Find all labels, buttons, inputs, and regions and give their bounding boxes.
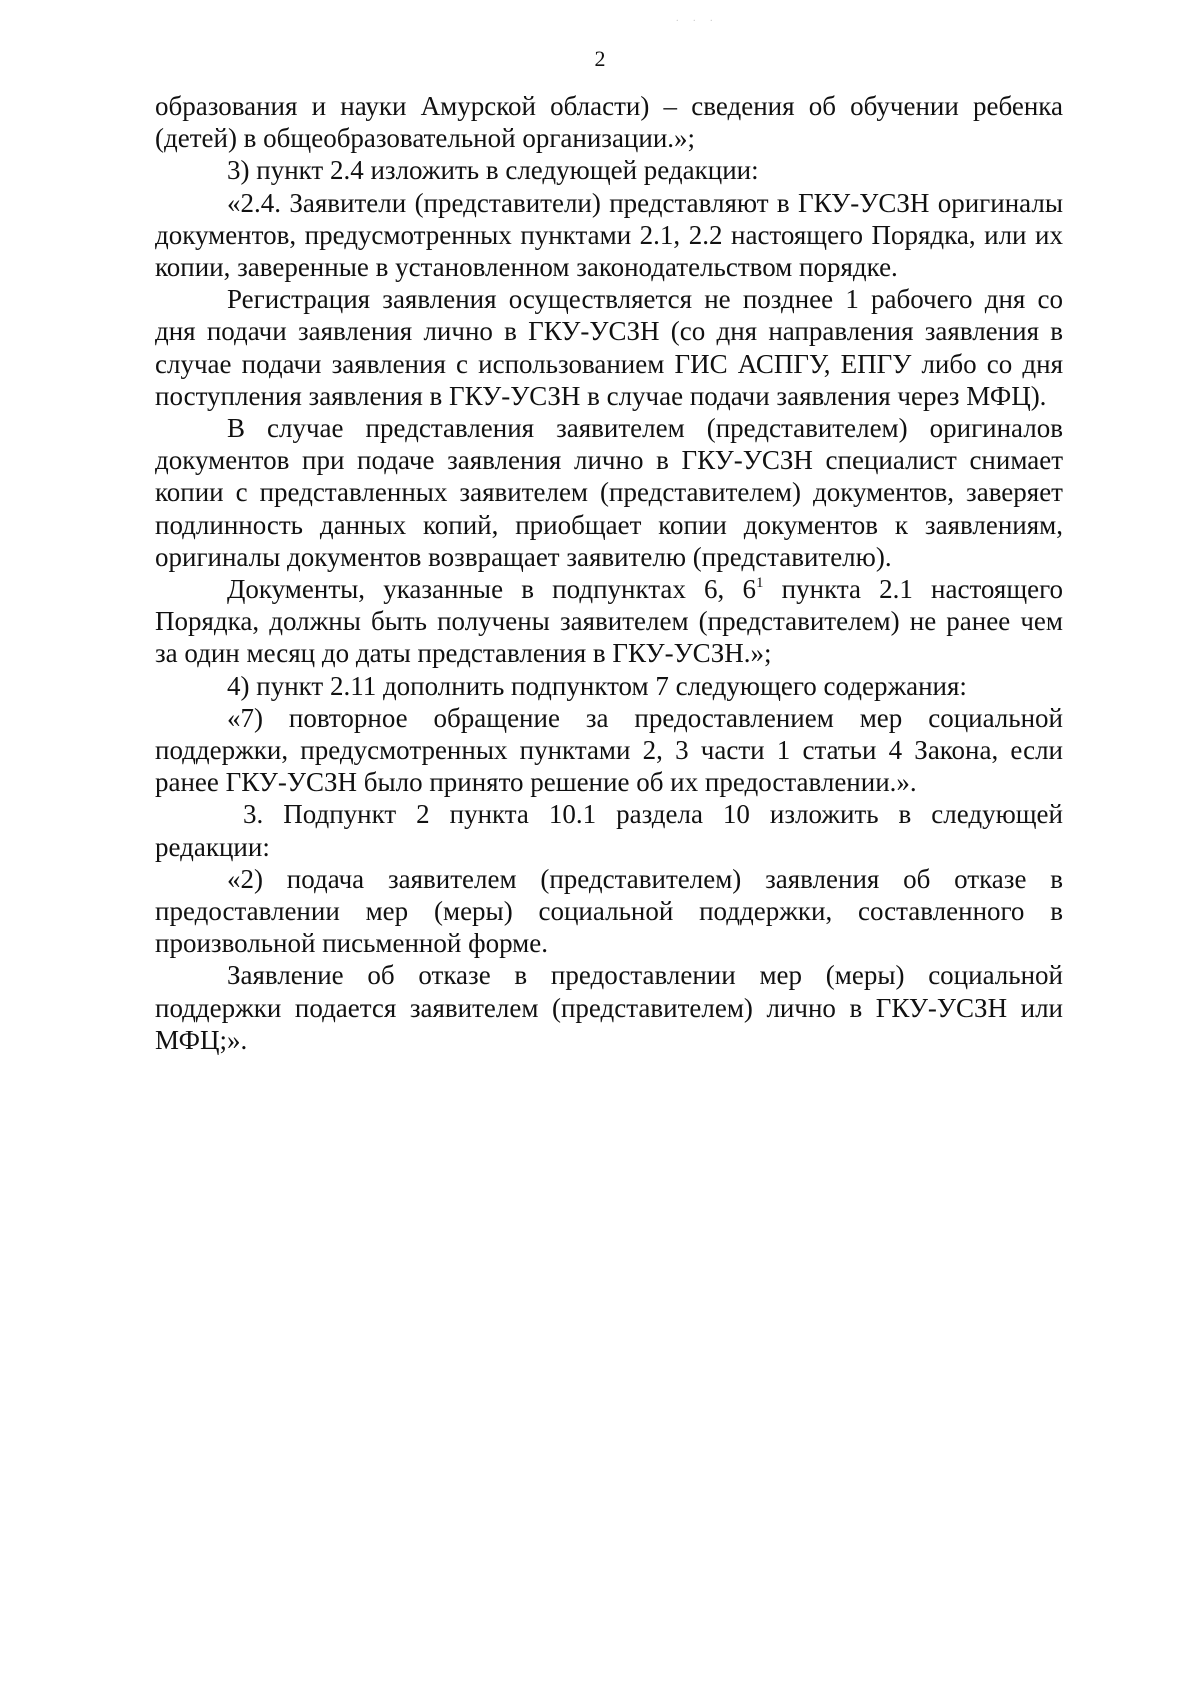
paragraph-registration: Регистрация заявления осуществляется не позднее 1 рабочего дня со дня подачи заявления лично в ГКУ-УСЗН (со дня направления заявления в случае подачи заявления с использованием ГИС АСПГУ, ЕПГУ либо со дня поступления заявления в ГКУ-УСЗН в случае подачи заявления через МФЦ). [155,284,1063,411]
document-body [155,90,1063,1056]
page-number: 2 [594,46,606,71]
paragraph-item-3: 3) пункт 2.4 изложить в следующей редакции: [227,155,759,186]
paragraph-clause-2-4: «2.4. Заявители (представители) представляют в ГКУ-УСЗН оригиналы документов, предусмотренных пунктами 2.1, 2.2 настоящего Порядка, или их копии, заверенные в установленном законодательством порядке. [155,187,1063,283]
paragraph-item-4: 4) пункт 2.11 дополнить подпунктом 7 следующего содержания: [227,670,967,701]
scan-speck: . . . [676,13,719,24]
paragraph-subitem-7: «7) повторное обращение за предоставлением мер социальной поддержки, предусмотренных пунктами 2, 3 части 1 статьи 4 Закона, если ранее ГКУ-УСЗН было принято решение об их предоставлении.». [155,702,1063,798]
paragraph-refusal: Заявление об отказе в предоставлении мер (меры) социальной поддержки подается заявителем (представителем) лично в ГКУ-УСЗН или МФЦ;». [155,960,1063,1055]
paragraph-subitem-2: «2) подача заявителем (представителем) заявления об отказе в предоставлении мер (меры) социальной поддержки, составленного в произвольной письменной форме. [155,863,1063,959]
paragraph-section-3: 3. Подпункт 2 пункта 10.1 раздела 10 изложить в следующей редакции: [155,799,1063,862]
paragraph-originals: В случае представления заявителем (представителем) оригиналов документов при подаче заявления лично в ГКУ-УСЗН специалист снимает копии с представленных заявителем (представителем) документов, заверяет подлинность данных копий, приобщает копии документов к заявлениям, оригиналы документов возвращает заявителю (представителю). [155,413,1063,572]
paragraph-documents-start: Документы, указанные в подпунктах 6, 6 [227,574,756,605]
paragraph-documents-end: пункта 2.1 настоящего Порядка, должны быть получены заявителем (представителем) не ранее чем за один месяц до даты представления в ГКУ-УСЗН.»; [155,574,1063,669]
paragraph-documents [155,573,1063,670]
paragraph-continuation: образования и науки Амурской области) – сведения об обучении ребенка (детей) в общеобразовательной организации.»; [155,91,1063,154]
superscript-one: 1 [755,575,764,592]
